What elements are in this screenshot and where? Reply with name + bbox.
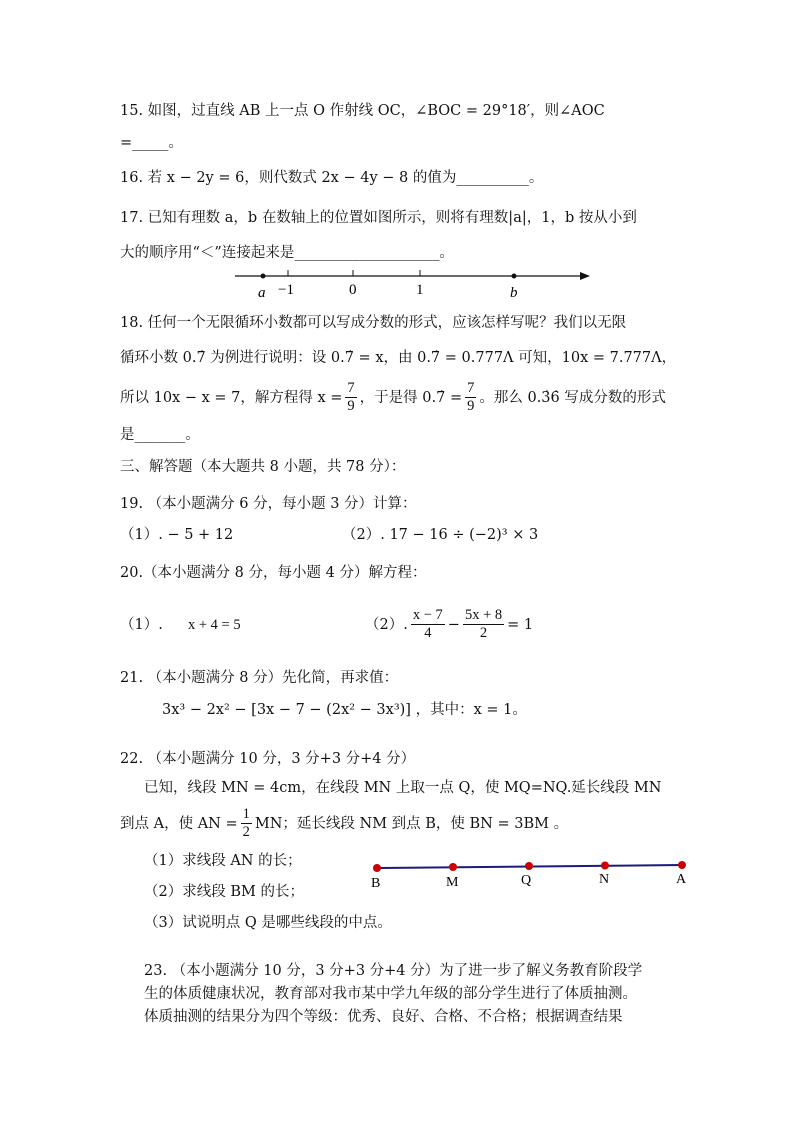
q19-part1: （1）. − 5 + 12 [120,527,234,543]
q20-part1-label: （1）. [120,617,163,633]
q15-line1: 15. 如图，过直线 AB 上一点 O 作射线 OC，∠BOC = 29°18′，则∠AOC [120,103,605,119]
q22-sub1: （1）求线段 AN 的长； [144,853,302,869]
q17-line1: 17. 已知有理数 a，b 在数轴上的位置如图所示，则将有理数|a|，1，b 按从小到 [120,210,637,226]
q20-frac1-num: x − 7 [412,607,443,623]
q18-fraction-2 [465,380,476,415]
q22-title: 22. （本小题满分 10 分，3 分+3 分+4 分） [120,751,416,767]
q20-frac2-num: 5x + 8 [464,607,503,623]
q20-title: 20.（本小题满分 8 分，每小题 4 分）解方程： [120,565,427,581]
q22-line2-a: 到点 A，使 AN = [120,815,238,832]
q23-line2: 生的体质健康状况，教育部对我市某中学九年级的部分学生进行了体质抽测。 [144,986,637,1002]
q22-fraction [241,806,252,841]
q18-frac-num-1: 7 [347,380,355,396]
q20-frac1-den: 4 [424,625,432,641]
q18-frac-num-2: 7 [467,380,475,396]
q22-line2 [120,806,568,841]
q18-line2: 循环小数 0.7̇ 为例进行说明：设 0.7̇ = x，由 0.7̇ = 0.777Λ 可知，10x = 7.777Λ， [120,350,677,366]
q15-line2: =_____。 [120,135,183,151]
point-b [373,864,381,872]
label-point-b: B [371,876,381,891]
q22-line1: 已知，线段 MN = 4cm，在线段 MN 上取一点 Q，使 MQ=NQ.延长线段 MN [144,780,662,796]
q23-line3: 体质抽测的结果分为四个等级：优秀、良好、合格、不合格；根据调查结果 [144,1009,623,1025]
q17-line2: 大的顺序用“＜”连接起来是____________________。 [120,245,454,261]
q22-sub3: （3）试说明点 Q 是哪些线段的中点。 [144,915,392,931]
q16-text: 16. 若 x − 2y = 6，则代数式 2x − 4y − 8 的值为__________。 [120,170,544,186]
point-b-dot [512,274,517,279]
q18-line3-b: ，于是得 0.7̇ = [359,389,463,406]
point-a [678,861,686,869]
q18-line3 [120,380,666,415]
label-one: 1 [416,282,424,298]
q20-minus: − [447,616,460,633]
label-b: b [510,285,518,301]
q20-fraction-1 [411,607,445,642]
number-line-figure [230,264,600,304]
q19-title: 19. （本小题满分 6 分，每小题 3 分）计算： [120,496,417,512]
q18-frac-den-2: 9 [467,398,475,414]
section3-title: 三、解答题（本大题共 8 小题，共 78 分）： [120,459,406,475]
arrow-head-icon [580,272,590,280]
q18-line3-c: 。那么 0.3̇6̇ 写成分数的形式 [479,389,666,406]
q22-frac-den: 2 [242,824,250,840]
q21-title: 21. （本小题满分 8 分）先化简，再求值： [120,670,399,686]
q18-line4: 是_______。 [120,427,200,443]
q19-part2: （2）. 17 − 16 ÷ (−2)³ × 3 [342,527,539,543]
q23-line1: 23. （本小题满分 10 分，3 分+3 分+4 分）为了进一步了解义务教育阶段学 [144,963,643,979]
point-q [525,862,533,870]
label-point-q: Q [521,873,532,888]
q18-fraction-1 [345,380,356,415]
q18-line3-a: 所以 10x − x = 7，解方程得 x = [120,389,343,406]
q20-rhs: = 1 [507,616,534,633]
q20-part2 [365,607,533,642]
q22-sub2: （2）求线段 BM 的长； [144,884,304,900]
q20-fraction-2 [463,607,504,642]
q18-line1: 18. 任何一个无限循环小数都可以写成分数的形式，应该怎样写呢？我们以无限 [120,315,627,331]
q21-expression: 3x³ − 2x² − [3x − 7 − (2x² − 3x³)] ，其中：x = 1。 [162,702,527,718]
label-a: a [258,285,266,301]
point-a-dot [261,274,266,279]
label-point-m: M [446,875,459,890]
q20-part2-label: （2）. [365,616,408,633]
q20-frac2-den: 2 [479,625,488,641]
label-zero: 0 [349,282,357,298]
q22-line2-b: MN；延长线段 NM 到点 B，使 BN = 3BM 。 [254,815,569,832]
label-minus-one: −1 [278,282,294,298]
q22-frac-num: 1 [242,806,250,822]
segment-figure [365,855,695,895]
label-point-a: A [676,872,687,887]
q20-part1-eq: x + 4 = 5 [188,617,241,633]
point-n [601,862,609,870]
point-m [449,863,457,871]
label-point-n: N [599,872,610,887]
q18-frac-den-1: 9 [347,398,355,414]
